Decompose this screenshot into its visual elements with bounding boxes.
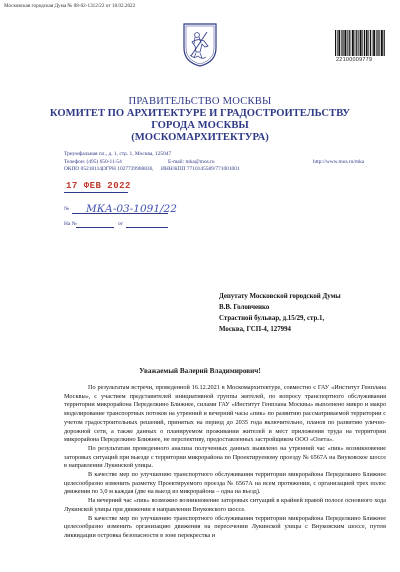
body-paragraph: По результатам проведенного анализа полученных данных выявлено на утренний час «пик» возникновение заторовых ситуаций при выезде с территории микрорайона по Проектируемому проезду № 6567А на Внуковское шоссе в направлении Лукинской улицы. bbox=[64, 444, 386, 470]
reference-from-label: от bbox=[118, 221, 123, 227]
committee-title-line-2: ГОРОДА МОСКВЫ bbox=[151, 120, 249, 131]
contact-okpo: ОКПО 05218114, bbox=[64, 166, 104, 172]
committee-title-line-1: КОМИТЕТ ПО АРХИТЕКТУРЕ И ГРАДОСТРОИТЕЛЬСТВУ bbox=[49, 108, 351, 119]
moscow-coat-of-arms-icon bbox=[182, 22, 218, 68]
number-prefix: № bbox=[64, 206, 70, 212]
contact-phone: Телефон: (495) 650-11-54 bbox=[64, 158, 122, 165]
body-paragraph: В качестве мер по улучшению транспортного обслуживания территории микрорайона Переделкино Ближнее целесообразно изменить разметку Проектируемого проезда № 6567А на всем протяжении, с организацией трех полос движения по 3,0 м каждая (две на выезд из микрорайона – одна на въезд). bbox=[64, 471, 386, 496]
contact-address: Триумфальная пл., д. 1, стр. 1, Москва, 125047 bbox=[64, 151, 172, 157]
reference-number-line bbox=[76, 227, 114, 228]
salutation: Уважаемый Валерий Владимирович! bbox=[139, 367, 261, 375]
reference-date-line bbox=[126, 227, 168, 228]
registration-date: 17 ФЕВ 2022 bbox=[66, 181, 131, 191]
committee-title-line-3: (МОСКОМАРХИТЕКТУРА) bbox=[131, 132, 269, 143]
addressee-title: Депутату Московской городской Думы bbox=[219, 293, 341, 300]
date-line bbox=[64, 192, 128, 193]
government-title: ПРАВИТЕЛЬСТВО МОСКВЫ bbox=[128, 96, 272, 107]
body-paragraph: По результатам встречи, проведенной 16.12.2021 в Москомархитектуре, совместно с ГАУ «Институт Генплана Москвы», с участием представителей инициативной группы жителей, по вопросу транспортного обслуживания территории микрорайона Переделкино Ближнее, силами ГАУ «Институт Генплана Москвы» выполнено микро и макро моделирование транспортных потоков на утренний и вечерний часы «пик» по развитию рассматриваемой территории с учетом градостроительных решений, принятых на период до 2035 года включительно, планов по развитию улично-дорожной сети, а также данных о планируемом проживании жителей и мест приложения труда на территории микрорайона Переделкино Ближнее, не перспективу, предоставленных застройщиком ООО «Олета». bbox=[64, 384, 386, 444]
addressee-city: Москва, ГСП-4, 127994 bbox=[219, 326, 291, 333]
contact-ogrn: ОГРН 1027739908836, bbox=[102, 166, 154, 172]
body-paragraph: В качестве мер по улучшению транспортного обслуживания территории микрорайона Переделкино Ближнее целесообразно изменить организацию движения на пересечении Лукинской улицы с Внуковским шоссе, путем ликвидации островка безопасности в зоне перекрестка и bbox=[64, 514, 386, 539]
body-paragraph: На вечерний час «пик» возможно возникновение заторовых ситуаций в крайней правой полосе основного хода Лукинской улицы при движении в направлении Внуковского шоссе. bbox=[64, 497, 386, 513]
registration-number: МКА-03-1091/22 bbox=[86, 203, 177, 215]
reference-number-label: На № bbox=[64, 221, 77, 227]
contact-inn: ИНН/КПП 7710145589/771001001 bbox=[161, 166, 240, 172]
addressee-street: Страстной бульвар, д.15/29, стр.1, bbox=[219, 315, 325, 322]
letter-body bbox=[64, 384, 386, 541]
contact-email: E-mail: mka@mos.ru bbox=[168, 158, 215, 165]
barcode-number: 22100009779 bbox=[336, 57, 373, 63]
addressee-name: В.В. Головченко bbox=[219, 304, 270, 311]
barcode-icon bbox=[335, 30, 385, 56]
incoming-registration-stamp: Московская городская Дума № 08-02-1312/22 от 18.02.2022 bbox=[4, 3, 136, 9]
contact-website: http://www.mos.ru/mka bbox=[313, 158, 365, 165]
